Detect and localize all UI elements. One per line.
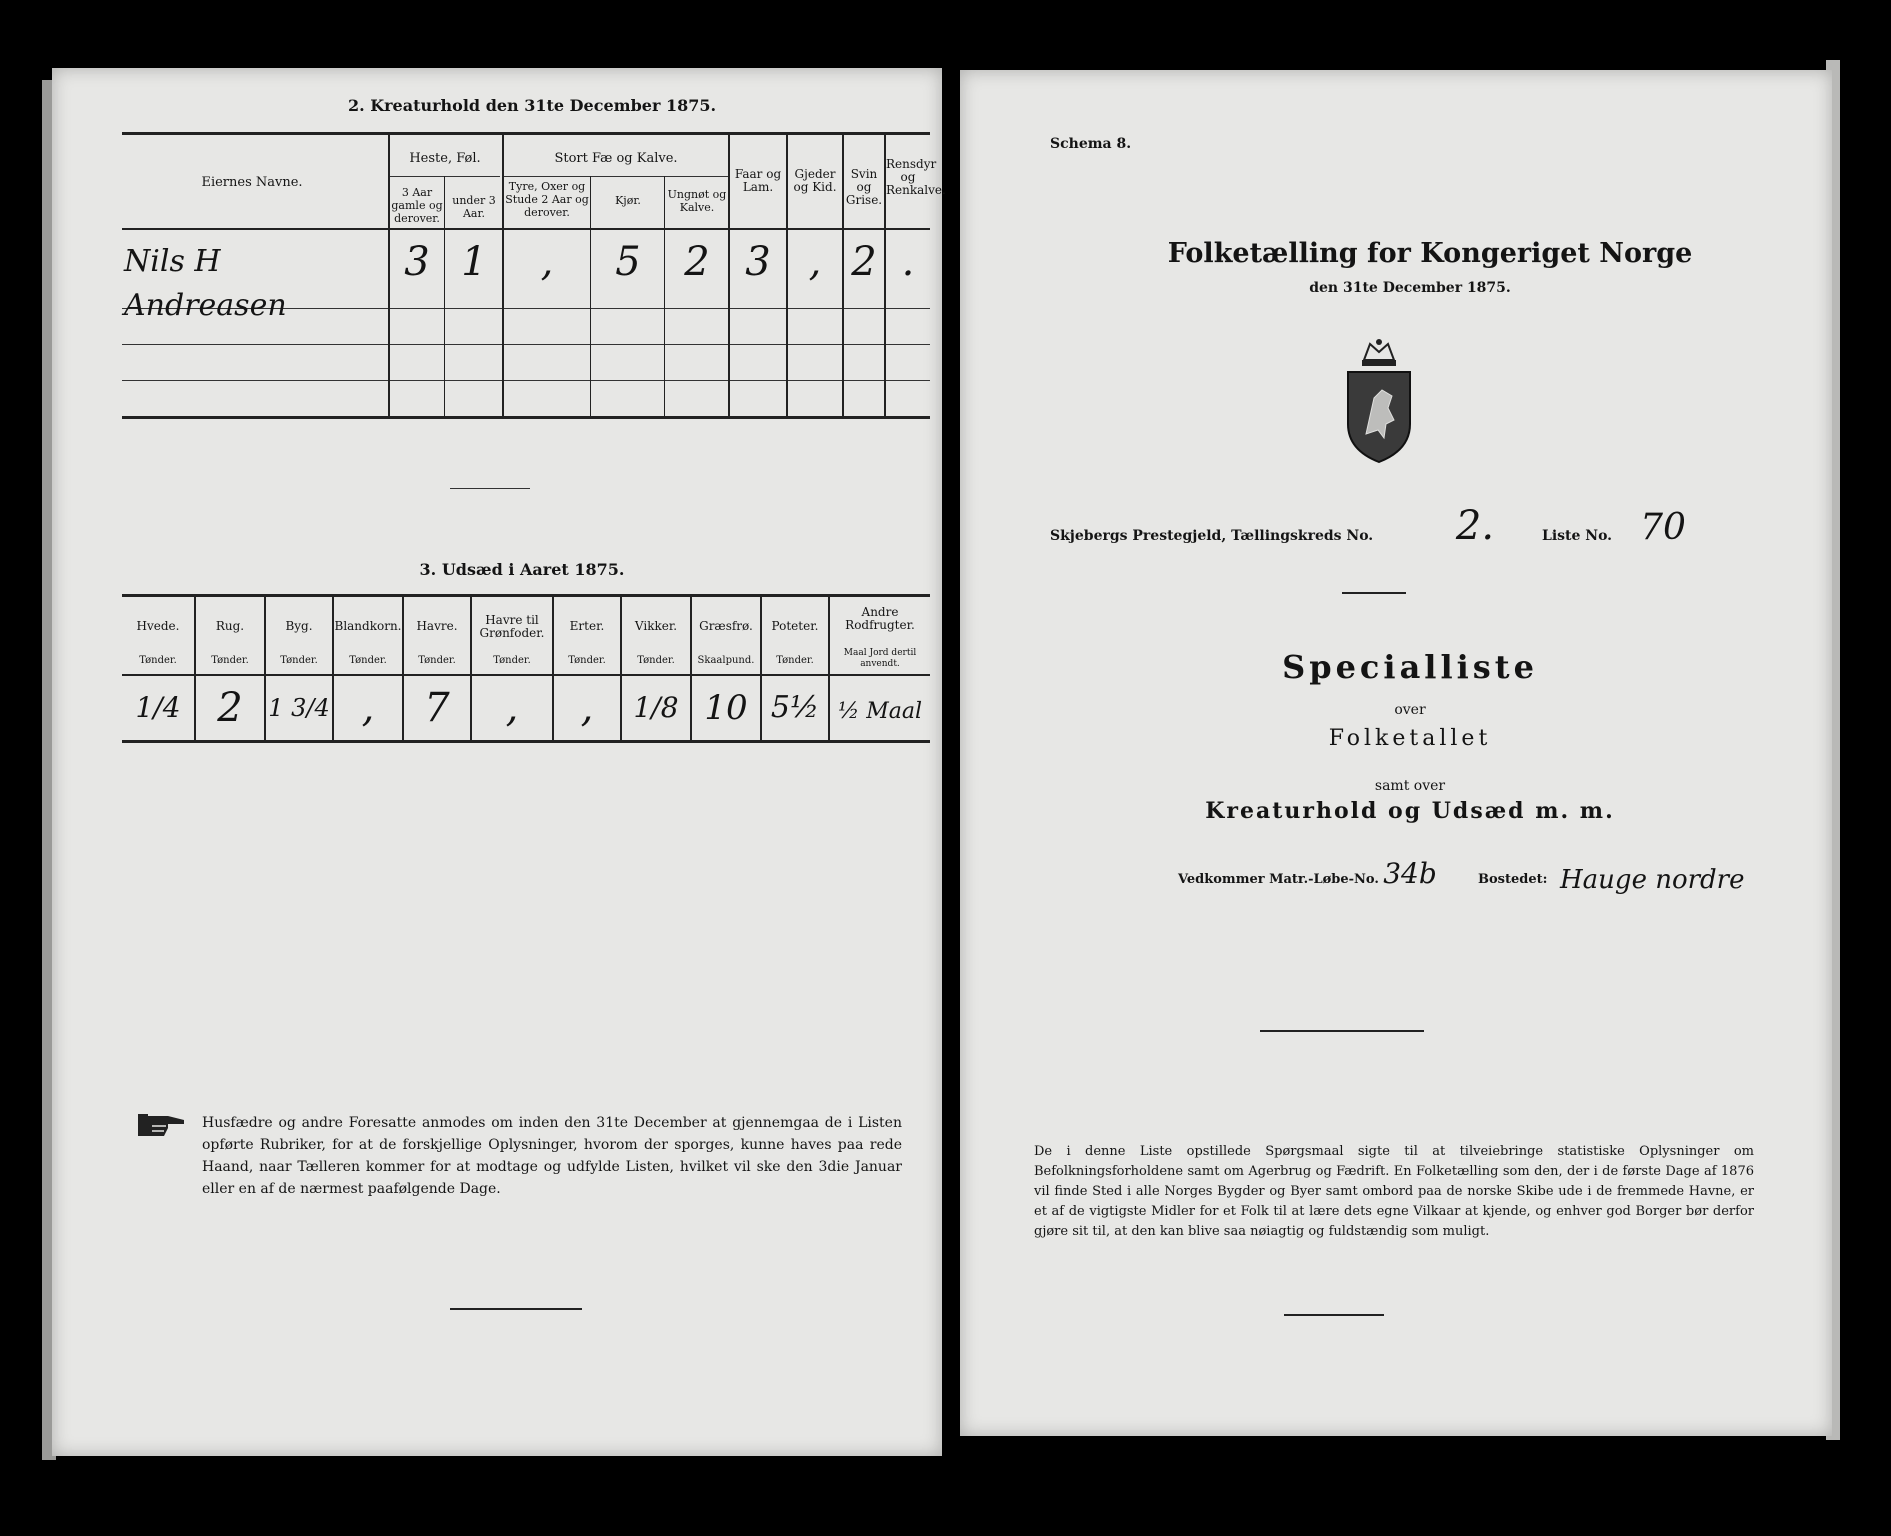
- left-page: [52, 68, 946, 1456]
- unit-andre-rodfrugter: Maal Jord dertil anvendt.: [843, 648, 917, 669]
- table2-col-divider: [590, 176, 591, 418]
- table2-header-rule: [122, 228, 930, 230]
- table2-bottom-rule: [122, 416, 930, 419]
- crop-byg: Byg.: [285, 619, 313, 633]
- section2-title: 2. Kreaturhold den 31te December 1875.: [347, 96, 717, 115]
- udsaed-value-poteter: 5½: [770, 690, 820, 725]
- value-rensdyr: .: [901, 239, 915, 285]
- bostedet-label: Bostedet:: [1478, 872, 1548, 887]
- value-faar: 3: [745, 239, 771, 285]
- udsaed-value-havre-gronfoder: ,: [505, 685, 519, 731]
- census-date: den 31te December 1875.: [1309, 280, 1511, 296]
- unit-blandkorn: Tønder.: [349, 655, 387, 666]
- tellingskreds-no: 2.: [1455, 503, 1495, 549]
- udsaed-value-erter: ,: [580, 685, 594, 731]
- stortfae-group-header: Stort Fæ og Kalve.: [554, 151, 678, 166]
- udsaed-value-blandkorn: ,: [361, 685, 375, 731]
- udsaed-value-andre-rodfrugter: ½ Maal: [837, 699, 923, 724]
- unit-erter: Tønder.: [568, 655, 606, 666]
- table2-row-line-3: [122, 380, 930, 381]
- prestegjeld-label: Skjebergs Prestegjeld, Tællingskreds No.: [1050, 528, 1374, 544]
- notice-text: Husfædre og andre Foresatte anmodes om inden den 31te December at gjennemgaa de i Listen opførte Rubriker, for at de forskjellige Oplysninger, hvorom der sporges, kunne haves paa rede Haand, naar Tælleren kommer for at modtage og udfylde Listen, hvilket vil ske den 3die Januar eller en af de nærmest paafølgende Dage.: [202, 1115, 902, 1197]
- col-header-rensdyr: Rensdyr og Renkalve.: [886, 157, 946, 197]
- schema-label: Schema 8.: [1050, 136, 1132, 152]
- table2-col-divider: [664, 176, 665, 418]
- udsaed-value-hvede: 1/4: [135, 691, 181, 724]
- coat-of-arms-icon: [1336, 338, 1422, 466]
- col-header-ungnot: Ungnøt og Kalve.: [667, 188, 727, 214]
- unit-byg: Tønder.: [280, 655, 318, 666]
- crop-rug: Rug.: [215, 619, 245, 633]
- matr-label: Vedkommer Matr.-Løbe-No.: [1178, 872, 1379, 887]
- col-header-gjeder: Gjeder og Kid.: [793, 167, 837, 194]
- udsaed-value-rug: 2: [217, 685, 243, 731]
- bostedet-value: Hauge nordre: [1560, 865, 1745, 895]
- udsaed-value-byg: 1 3/4: [268, 694, 330, 722]
- unit-hvede: Tønder.: [139, 655, 177, 666]
- crop-havre-gronfoder: Havre til Grønfoder.: [479, 613, 545, 640]
- col-header-kjor: Kjør.: [615, 194, 641, 207]
- udsaed-value-graesfro: 10: [704, 688, 748, 728]
- right-mid-rule: [1260, 1030, 1424, 1032]
- col-header-heste-3aar: 3 Aar gamle og derover.: [391, 186, 443, 225]
- folketallet-heading: Folketallet: [1328, 726, 1492, 751]
- col-header-svin: Svin og Grise.: [845, 167, 883, 207]
- value-svin: 2: [851, 239, 877, 285]
- kreaturhold-heading: Kreaturhold og Udsæd m. m.: [1205, 798, 1615, 824]
- table3-top-rule: [122, 594, 930, 597]
- right-page: [960, 70, 1832, 1436]
- right-bottom-rule: [1284, 1314, 1384, 1316]
- unit-graesfro: Skaalpund.: [697, 655, 755, 666]
- unit-poteter: Tønder.: [776, 655, 814, 666]
- value-heste-under3: 1: [461, 239, 487, 285]
- pointing-hand-icon: [138, 1110, 186, 1140]
- table3-header-rule: [122, 674, 930, 676]
- heste-group-header: Heste, Føl.: [409, 151, 481, 166]
- value-kjor: 5: [615, 239, 641, 285]
- unit-vikker: Tønder.: [637, 655, 675, 666]
- owner-header: Eiernes Navne.: [201, 175, 303, 190]
- samt-over-text: samt over: [1374, 778, 1446, 794]
- crop-erter: Erter.: [569, 619, 605, 633]
- table2-col-divider: [444, 176, 445, 418]
- crop-poteter: Poteter.: [771, 619, 819, 633]
- crop-vikker: Vikker.: [634, 619, 678, 633]
- liste-no: 70: [1640, 507, 1686, 548]
- udsaed-value-vikker: 1/8: [633, 691, 679, 724]
- col-header-tyre: Tyre, Oxer og Stude 2 Aar og derover.: [505, 180, 589, 219]
- census-title: Folketælling for Kongeriget Norge: [1167, 238, 1693, 269]
- specialliste-heading: Specialliste: [1282, 648, 1538, 686]
- owner-name-entry: Nils H Andreasen: [124, 244, 287, 323]
- crop-havre: Havre.: [416, 619, 458, 633]
- col-header-faar: Faar og Lam.: [734, 167, 782, 194]
- crop-graesfro: Græsfrø.: [699, 619, 753, 633]
- value-tyre: ,: [540, 239, 554, 285]
- table2-top-rule: [122, 132, 930, 135]
- liste-label: Liste No.: [1542, 528, 1613, 544]
- table3-bottom-rule: [122, 740, 930, 743]
- unit-havre-gronfoder: Tønder.: [493, 655, 531, 666]
- stortfae-group-rule: [504, 176, 728, 177]
- value-gjeder: ,: [808, 239, 822, 285]
- value-heste-3aar: 3: [404, 239, 430, 285]
- crop-hvede: Hvede.: [136, 619, 180, 633]
- unit-havre: Tønder.: [418, 655, 456, 666]
- col-header-heste-under3: under 3 Aar.: [452, 194, 496, 220]
- right-short-rule: [1342, 592, 1406, 594]
- bottom-rule: [450, 1308, 582, 1310]
- value-ungnot: 2: [684, 239, 710, 285]
- heste-group-rule: [390, 176, 500, 177]
- section3-title: 3. Udsæd i Aaret 1875.: [419, 560, 625, 579]
- crop-blandkorn: Blandkorn.: [334, 619, 402, 633]
- crop-andre-rodfrugter: Andre Rodfrugter.: [845, 605, 915, 632]
- unit-rug: Tønder.: [211, 655, 249, 666]
- table2-row-line-2: [122, 344, 930, 345]
- matr-no: 34b: [1383, 857, 1437, 890]
- separator-rule: [450, 488, 530, 489]
- footer-paragraph: De i denne Liste opstillede Spørgsmaal sigte til at tilveiebringe statistiske Oplysninger om Befolkningsforholdene samt om Agerbrug og Fædrift. En Folketælling som den, der i de første Dage af 1876 vil finde Sted i alle Norges Bygder og Byer samt ombord paa de norske Skibe ude i de fremmede Havne, er et af de vigtigste Midler for et Folk til at lære dets egne Vilkaar at kjende, og enhver god Borger bør derfor gjøre sit til, at den kan blive saa nøiagtig og fuldstændig som muligt.: [1034, 1144, 1754, 1239]
- udsaed-value-havre: 7: [424, 685, 450, 731]
- over-text-1: over: [1394, 702, 1426, 718]
